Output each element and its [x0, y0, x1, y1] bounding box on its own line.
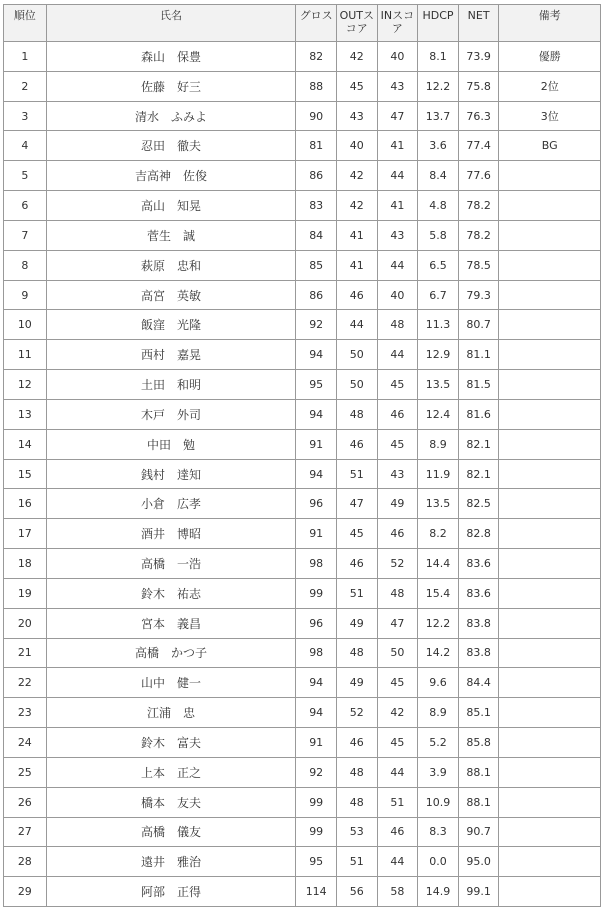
- out-score-cell: 52: [337, 698, 378, 728]
- table-row: [4, 101, 601, 131]
- hdcp-cell: 8.2: [418, 519, 459, 549]
- header-gross: グロス: [296, 5, 337, 42]
- hdcp-cell: 8.1: [418, 42, 459, 72]
- net-cell: 88.1: [458, 757, 499, 787]
- table-row: [4, 698, 601, 728]
- gross-cell: 91: [296, 728, 337, 758]
- gross-cell: 99: [296, 817, 337, 847]
- rank-cell: 22: [4, 668, 47, 698]
- in-score-cell: 45: [377, 370, 418, 400]
- rank-cell: 27: [4, 817, 47, 847]
- out-score-cell: 46: [337, 429, 378, 459]
- in-score-cell: 40: [377, 280, 418, 310]
- in-score-cell: 44: [377, 847, 418, 877]
- hdcp-cell: 12.4: [418, 399, 459, 429]
- net-cell: 82.1: [458, 429, 499, 459]
- in-score-cell: 48: [377, 578, 418, 608]
- hdcp-cell: 6.7: [418, 280, 459, 310]
- in-score-cell: 44: [377, 161, 418, 191]
- rank-cell: 2: [4, 71, 47, 101]
- out-score-cell: 53: [337, 817, 378, 847]
- out-score-cell: 42: [337, 161, 378, 191]
- header-in-score: INスコア: [377, 5, 418, 42]
- gross-cell: 94: [296, 340, 337, 370]
- net-cell: 99.1: [458, 877, 499, 907]
- name-cell: 森山 保豊: [46, 42, 296, 72]
- remarks-cell: [499, 519, 601, 549]
- in-score-cell: 52: [377, 549, 418, 579]
- gross-cell: 86: [296, 280, 337, 310]
- in-score-cell: 50: [377, 638, 418, 668]
- net-cell: 85.8: [458, 728, 499, 758]
- gross-cell: 99: [296, 787, 337, 817]
- hdcp-cell: 5.8: [418, 220, 459, 250]
- in-score-cell: 49: [377, 489, 418, 519]
- name-cell: 遠井 雅治: [46, 847, 296, 877]
- out-score-cell: 45: [337, 71, 378, 101]
- rank-cell: 10: [4, 310, 47, 340]
- hdcp-cell: 5.2: [418, 728, 459, 758]
- header-out-score: OUTスコア: [337, 5, 378, 42]
- net-cell: 80.7: [458, 310, 499, 340]
- in-score-cell: 47: [377, 101, 418, 131]
- net-cell: 77.6: [458, 161, 499, 191]
- table-row: [4, 161, 601, 191]
- gross-cell: 95: [296, 370, 337, 400]
- rank-cell: 12: [4, 370, 47, 400]
- remarks-cell: [499, 757, 601, 787]
- name-cell: 高宮 英敏: [46, 280, 296, 310]
- rank-cell: 16: [4, 489, 47, 519]
- out-score-cell: 48: [337, 399, 378, 429]
- hdcp-cell: 8.9: [418, 429, 459, 459]
- table-row: [4, 638, 601, 668]
- in-score-cell: 43: [377, 71, 418, 101]
- hdcp-cell: 8.3: [418, 817, 459, 847]
- net-cell: 81.5: [458, 370, 499, 400]
- out-score-cell: 43: [337, 101, 378, 131]
- gross-cell: 94: [296, 459, 337, 489]
- remarks-cell: [499, 489, 601, 519]
- remarks-cell: 2位: [499, 71, 601, 101]
- table-row: [4, 310, 601, 340]
- table-row: [4, 519, 601, 549]
- net-cell: 83.6: [458, 549, 499, 579]
- remarks-cell: [499, 310, 601, 340]
- net-cell: 88.1: [458, 787, 499, 817]
- remarks-cell: [499, 608, 601, 638]
- in-score-cell: 41: [377, 191, 418, 221]
- table-row: [4, 220, 601, 250]
- name-cell: 吉高神 佐俊: [46, 161, 296, 191]
- out-score-cell: 51: [337, 459, 378, 489]
- gross-cell: 82: [296, 42, 337, 72]
- net-cell: 79.3: [458, 280, 499, 310]
- rank-cell: 14: [4, 429, 47, 459]
- name-cell: 阿部 正得: [46, 877, 296, 907]
- net-cell: 73.9: [458, 42, 499, 72]
- in-score-cell: 43: [377, 220, 418, 250]
- remarks-cell: 3位: [499, 101, 601, 131]
- in-score-cell: 48: [377, 310, 418, 340]
- remarks-cell: [499, 698, 601, 728]
- rank-cell: 1: [4, 42, 47, 72]
- out-score-cell: 45: [337, 519, 378, 549]
- net-cell: 77.4: [458, 131, 499, 161]
- rank-cell: 5: [4, 161, 47, 191]
- net-cell: 78.5: [458, 250, 499, 280]
- hdcp-cell: 12.2: [418, 71, 459, 101]
- hdcp-cell: 14.4: [418, 549, 459, 579]
- name-cell: 高山 知晃: [46, 191, 296, 221]
- net-cell: 81.1: [458, 340, 499, 370]
- rank-cell: 24: [4, 728, 47, 758]
- gross-cell: 85: [296, 250, 337, 280]
- net-cell: 82.5: [458, 489, 499, 519]
- rank-cell: 17: [4, 519, 47, 549]
- out-score-cell: 49: [337, 668, 378, 698]
- out-score-cell: 46: [337, 280, 378, 310]
- name-cell: 萩原 忠和: [46, 250, 296, 280]
- out-score-cell: 42: [337, 42, 378, 72]
- remarks-cell: [499, 220, 601, 250]
- hdcp-cell: 14.9: [418, 877, 459, 907]
- table-row: [4, 71, 601, 101]
- in-score-cell: 45: [377, 728, 418, 758]
- out-score-cell: 46: [337, 728, 378, 758]
- header-net: NET: [458, 5, 499, 42]
- in-score-cell: 44: [377, 340, 418, 370]
- remarks-cell: [499, 817, 601, 847]
- in-score-cell: 46: [377, 817, 418, 847]
- name-cell: 高橋 かつ子: [46, 638, 296, 668]
- hdcp-cell: 12.9: [418, 340, 459, 370]
- net-cell: 95.0: [458, 847, 499, 877]
- gross-cell: 91: [296, 519, 337, 549]
- remarks-cell: [499, 340, 601, 370]
- out-score-cell: 48: [337, 757, 378, 787]
- name-cell: 高橋 儀友: [46, 817, 296, 847]
- table-row: [4, 191, 601, 221]
- remarks-cell: [499, 161, 601, 191]
- table-row: [4, 817, 601, 847]
- in-score-cell: 40: [377, 42, 418, 72]
- name-cell: 木戸 外司: [46, 399, 296, 429]
- rank-cell: 29: [4, 877, 47, 907]
- rank-cell: 23: [4, 698, 47, 728]
- out-score-cell: 51: [337, 578, 378, 608]
- table-row: [4, 757, 601, 787]
- hdcp-cell: 14.2: [418, 638, 459, 668]
- gross-cell: 96: [296, 608, 337, 638]
- gross-cell: 92: [296, 310, 337, 340]
- in-score-cell: 42: [377, 698, 418, 728]
- hdcp-cell: 8.4: [418, 161, 459, 191]
- remarks-cell: [499, 429, 601, 459]
- in-score-cell: 45: [377, 429, 418, 459]
- name-cell: 清水 ふみよ: [46, 101, 296, 131]
- table-row: [4, 280, 601, 310]
- table-row: [4, 847, 601, 877]
- out-score-cell: 42: [337, 191, 378, 221]
- results-table: [3, 4, 601, 907]
- out-score-cell: 40: [337, 131, 378, 161]
- hdcp-cell: 15.4: [418, 578, 459, 608]
- gross-cell: 98: [296, 638, 337, 668]
- hdcp-cell: 6.5: [418, 250, 459, 280]
- net-cell: 90.7: [458, 817, 499, 847]
- gross-cell: 84: [296, 220, 337, 250]
- name-cell: 西村 嘉晃: [46, 340, 296, 370]
- gross-cell: 91: [296, 429, 337, 459]
- name-cell: 中田 勉: [46, 429, 296, 459]
- table-row: [4, 250, 601, 280]
- table-row: [4, 131, 601, 161]
- table-row: [4, 787, 601, 817]
- out-score-cell: 41: [337, 220, 378, 250]
- name-cell: 忍田 徹夫: [46, 131, 296, 161]
- table-row: [4, 877, 601, 907]
- net-cell: 78.2: [458, 220, 499, 250]
- table-row: [4, 728, 601, 758]
- rank-cell: 21: [4, 638, 47, 668]
- remarks-cell: [499, 668, 601, 698]
- out-score-cell: 51: [337, 847, 378, 877]
- header-row: [4, 5, 601, 42]
- hdcp-cell: 13.5: [418, 370, 459, 400]
- hdcp-cell: 13.5: [418, 489, 459, 519]
- out-score-cell: 46: [337, 549, 378, 579]
- remarks-cell: 優勝: [499, 42, 601, 72]
- remarks-cell: BG: [499, 131, 601, 161]
- hdcp-cell: 11.9: [418, 459, 459, 489]
- table-row: [4, 399, 601, 429]
- table-row: [4, 549, 601, 579]
- gross-cell: 94: [296, 399, 337, 429]
- rank-cell: 18: [4, 549, 47, 579]
- in-score-cell: 51: [377, 787, 418, 817]
- gross-cell: 95: [296, 847, 337, 877]
- gross-cell: 96: [296, 489, 337, 519]
- gross-cell: 86: [296, 161, 337, 191]
- out-score-cell: 56: [337, 877, 378, 907]
- net-cell: 78.2: [458, 191, 499, 221]
- remarks-cell: [499, 459, 601, 489]
- gross-cell: 83: [296, 191, 337, 221]
- table-row: [4, 608, 601, 638]
- name-cell: 銭村 達知: [46, 459, 296, 489]
- rank-cell: 19: [4, 578, 47, 608]
- name-cell: 小倉 広孝: [46, 489, 296, 519]
- in-score-cell: 44: [377, 250, 418, 280]
- gross-cell: 90: [296, 101, 337, 131]
- hdcp-cell: 8.9: [418, 698, 459, 728]
- rank-cell: 28: [4, 847, 47, 877]
- out-score-cell: 47: [337, 489, 378, 519]
- header-hdcp: HDCP: [418, 5, 459, 42]
- table-row: [4, 489, 601, 519]
- rank-cell: 3: [4, 101, 47, 131]
- remarks-cell: [499, 638, 601, 668]
- net-cell: 83.8: [458, 608, 499, 638]
- gross-cell: 99: [296, 578, 337, 608]
- in-score-cell: 47: [377, 608, 418, 638]
- name-cell: 酒井 博昭: [46, 519, 296, 549]
- in-score-cell: 46: [377, 399, 418, 429]
- out-score-cell: 44: [337, 310, 378, 340]
- remarks-cell: [499, 250, 601, 280]
- remarks-cell: [499, 787, 601, 817]
- name-cell: 鈴木 富夫: [46, 728, 296, 758]
- hdcp-cell: 11.3: [418, 310, 459, 340]
- net-cell: 85.1: [458, 698, 499, 728]
- hdcp-cell: 4.8: [418, 191, 459, 221]
- table-row: [4, 340, 601, 370]
- remarks-cell: [499, 370, 601, 400]
- net-cell: 82.1: [458, 459, 499, 489]
- remarks-cell: [499, 280, 601, 310]
- name-cell: 菅生 誠: [46, 220, 296, 250]
- gross-cell: 114: [296, 877, 337, 907]
- remarks-cell: [499, 549, 601, 579]
- rank-cell: 13: [4, 399, 47, 429]
- net-cell: 82.8: [458, 519, 499, 549]
- remarks-cell: [499, 399, 601, 429]
- in-score-cell: 44: [377, 757, 418, 787]
- remarks-cell: [499, 578, 601, 608]
- gross-cell: 98: [296, 549, 337, 579]
- header-remarks: 備考: [499, 5, 601, 42]
- table-row: [4, 668, 601, 698]
- net-cell: 83.6: [458, 578, 499, 608]
- net-cell: 83.8: [458, 638, 499, 668]
- hdcp-cell: 3.6: [418, 131, 459, 161]
- in-score-cell: 58: [377, 877, 418, 907]
- remarks-cell: [499, 847, 601, 877]
- table-row: [4, 42, 601, 72]
- table-body: [4, 42, 601, 907]
- hdcp-cell: 9.6: [418, 668, 459, 698]
- name-cell: 土田 和明: [46, 370, 296, 400]
- gross-cell: 92: [296, 757, 337, 787]
- out-score-cell: 49: [337, 608, 378, 638]
- name-cell: 飯窪 光隆: [46, 310, 296, 340]
- name-cell: 橋本 友夫: [46, 787, 296, 817]
- table-row: [4, 578, 601, 608]
- net-cell: 76.3: [458, 101, 499, 131]
- remarks-cell: [499, 191, 601, 221]
- rank-cell: 8: [4, 250, 47, 280]
- rank-cell: 11: [4, 340, 47, 370]
- out-score-cell: 50: [337, 340, 378, 370]
- table-row: [4, 429, 601, 459]
- name-cell: 佐藤 好三: [46, 71, 296, 101]
- in-score-cell: 45: [377, 668, 418, 698]
- hdcp-cell: 0.0: [418, 847, 459, 877]
- hdcp-cell: 10.9: [418, 787, 459, 817]
- rank-cell: 7: [4, 220, 47, 250]
- rank-cell: 15: [4, 459, 47, 489]
- out-score-cell: 50: [337, 370, 378, 400]
- rank-cell: 4: [4, 131, 47, 161]
- table-row: [4, 459, 601, 489]
- net-cell: 75.8: [458, 71, 499, 101]
- remarks-cell: [499, 728, 601, 758]
- in-score-cell: 41: [377, 131, 418, 161]
- out-score-cell: 48: [337, 638, 378, 668]
- gross-cell: 81: [296, 131, 337, 161]
- rank-cell: 20: [4, 608, 47, 638]
- rank-cell: 9: [4, 280, 47, 310]
- name-cell: 高橋 一浩: [46, 549, 296, 579]
- net-cell: 81.6: [458, 399, 499, 429]
- in-score-cell: 46: [377, 519, 418, 549]
- hdcp-cell: 13.7: [418, 101, 459, 131]
- rank-cell: 25: [4, 757, 47, 787]
- name-cell: 上本 正之: [46, 757, 296, 787]
- hdcp-cell: 12.2: [418, 608, 459, 638]
- name-cell: 山中 健一: [46, 668, 296, 698]
- header-name: 氏名: [46, 5, 296, 42]
- hdcp-cell: 3.9: [418, 757, 459, 787]
- out-score-cell: 41: [337, 250, 378, 280]
- gross-cell: 94: [296, 698, 337, 728]
- rank-cell: 26: [4, 787, 47, 817]
- rank-cell: 6: [4, 191, 47, 221]
- gross-cell: 88: [296, 71, 337, 101]
- gross-cell: 94: [296, 668, 337, 698]
- in-score-cell: 43: [377, 459, 418, 489]
- name-cell: 江浦 忠: [46, 698, 296, 728]
- remarks-cell: [499, 877, 601, 907]
- net-cell: 84.4: [458, 668, 499, 698]
- name-cell: 宮本 義昌: [46, 608, 296, 638]
- name-cell: 鈴木 祐志: [46, 578, 296, 608]
- out-score-cell: 48: [337, 787, 378, 817]
- header-rank: 順位: [4, 5, 47, 42]
- table-row: [4, 370, 601, 400]
